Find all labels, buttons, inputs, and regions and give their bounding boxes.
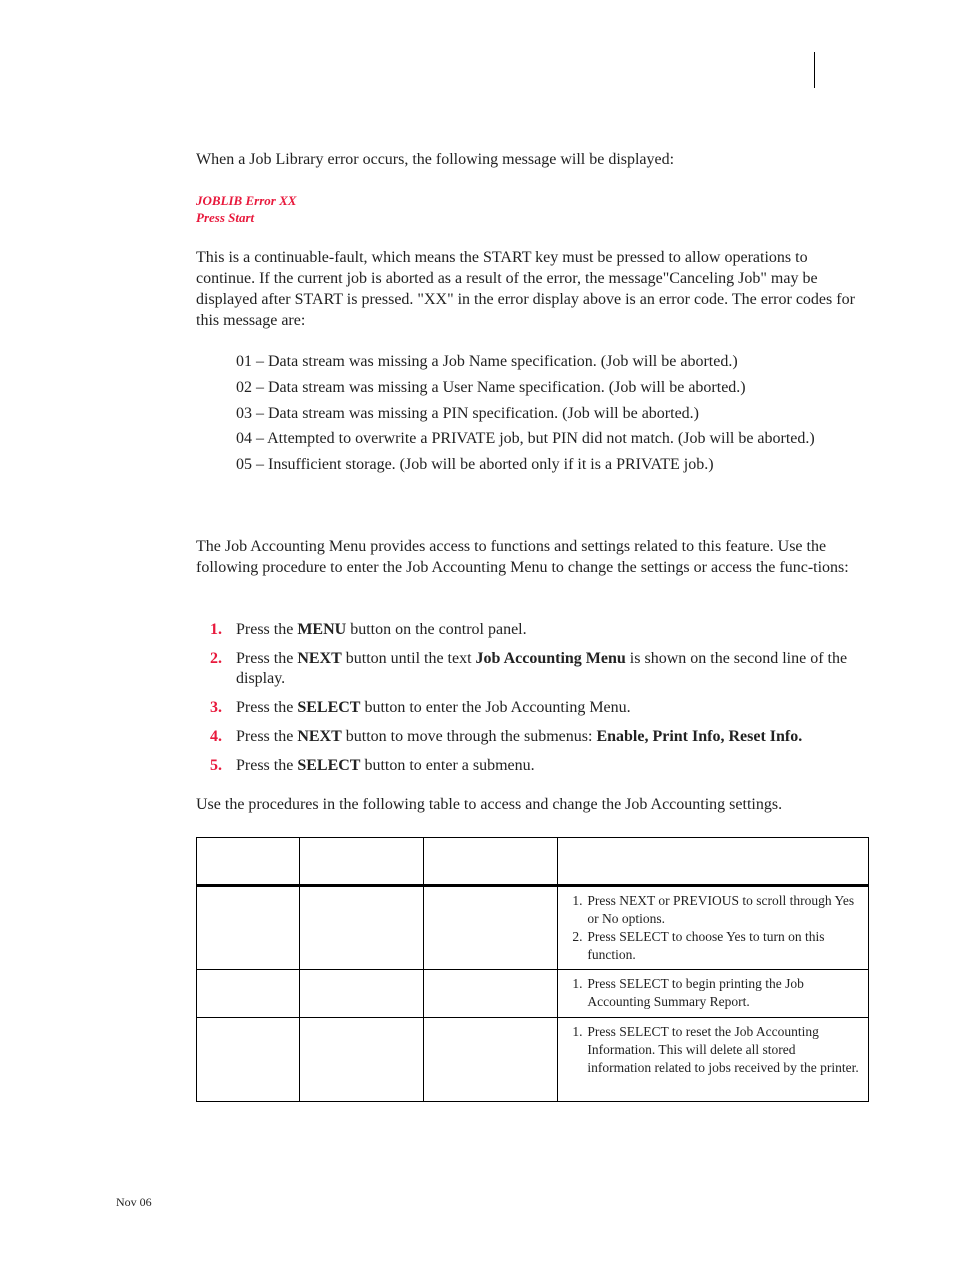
step-text: Press the: [236, 699, 298, 716]
table-row: [197, 970, 869, 1018]
procedure-cell: [558, 1018, 869, 1102]
step-item: [196, 727, 868, 747]
step-item: [196, 649, 868, 689]
step-text: button to enter the Job Accounting Menu.: [360, 699, 631, 716]
step-keyword: Enable, Print Info, Reset Info.: [596, 728, 803, 745]
step-number: 1.: [210, 621, 222, 638]
procedure-steps: [196, 620, 868, 785]
step-number: 3.: [210, 699, 222, 716]
table-cell: [423, 1018, 558, 1102]
table-header-cell: [423, 838, 558, 886]
procedure-step-number: 1.: [572, 1024, 583, 1039]
step-text: Press the: [236, 621, 298, 638]
step-keyword: SELECT: [297, 699, 361, 716]
step-keyword: NEXT: [297, 728, 342, 745]
procedure-step-text: Press SELECT to reset the Job Accounting Information. This will delete all stored information related to jobs received by the printer.: [587, 1024, 859, 1075]
error-message-line-1: JOBLIB Error XX: [196, 193, 297, 208]
error-code-item: 01 – Data stream was missing a Job Name specification. (Job will be aborted.): [236, 353, 738, 370]
step-item: [196, 756, 868, 776]
table-header-cell: [558, 838, 869, 886]
table-intro: Use the procedures in the following table to access and change the Job Accounting settings.: [196, 796, 783, 813]
procedure-step-text: Press SELECT to choose Yes to turn on this function.: [587, 929, 825, 962]
table-cell: [197, 1018, 300, 1102]
procedure-step: [572, 1023, 860, 1077]
step-text: Press the: [236, 650, 298, 667]
step-text: button until the text: [341, 650, 476, 667]
step-keyword: MENU: [297, 621, 347, 638]
table-header-cell: [299, 838, 423, 886]
step-text: Press the: [236, 728, 298, 745]
error-code-item: 05 – Insufficient storage. (Job will be aborted only if it is a PRIVATE job.): [236, 456, 714, 474]
error-code-list: [236, 351, 876, 480]
error-code-item: 04 – Attempted to overwrite a PRIVATE job, but PIN did not match. (Job will be aborted.): [236, 430, 815, 448]
table-cell: [299, 970, 423, 1018]
error-code-item: 02 – Data stream was missing a User Name specification. (Job will be aborted.): [236, 378, 746, 396]
step-keyword: NEXT: [297, 650, 342, 667]
procedure-cell: [558, 970, 869, 1018]
table-cell: [423, 970, 558, 1018]
job-accounting-table: [196, 837, 869, 1102]
table-cell: [299, 886, 423, 970]
margin-rule: [814, 52, 815, 88]
step-number: 2.: [210, 650, 222, 667]
step-text: is shown on the second line of the display.: [236, 650, 848, 687]
step-text: button to move through the submenus:: [341, 728, 597, 745]
procedure-step-text: Press SELECT to begin printing the Job Accounting Summary Report.: [587, 976, 804, 1009]
step-text: button to enter a submenu.: [360, 757, 535, 774]
error-code-item: 03 – Data stream was missing a PIN specification. (Job will be aborted.): [236, 404, 699, 422]
step-number: 4.: [210, 728, 222, 745]
table-header-row: [197, 838, 869, 886]
procedure-step: [572, 928, 860, 964]
step-keyword: SELECT: [297, 757, 361, 774]
table-cell: [423, 886, 558, 970]
procedure-step-number: 1.: [572, 976, 583, 991]
fault-paragraph: This is a continuable-fault, which means the START key must be pressed to allow operations to continue. If the current job is aborted as a result of the error, the message"Canceling Job" may be displayed after START is pressed. "XX" in the error display above is an error code. The error codes for this message are:: [196, 249, 855, 329]
step-keyword: Job Accounting Menu: [475, 650, 626, 667]
procedure-step-number: 2.: [572, 929, 583, 944]
table-header-cell: [197, 838, 300, 886]
accounting-paragraph: The Job Accounting Menu provides access to functions and settings related to this feature. Use the following procedure to enter the Job Accounting Menu to change the settings or access the func-tions:: [196, 538, 849, 576]
table-cell: [197, 970, 300, 1018]
step-number: 5.: [210, 757, 222, 774]
step-text: Press the: [236, 757, 298, 774]
table-row: [197, 1018, 869, 1102]
table-row: [197, 886, 869, 970]
table-cell: [299, 1018, 423, 1102]
procedure-step: [572, 975, 860, 1011]
procedure-cell: [558, 886, 869, 970]
step-item: [196, 620, 868, 640]
procedure-step-text: Press NEXT or PREVIOUS to scroll through Yes or No options.: [587, 893, 855, 926]
footer-date: Nov 06: [116, 1195, 152, 1209]
table-cell: [197, 886, 300, 970]
procedure-step-number: 1.: [572, 893, 583, 908]
step-item: [196, 698, 868, 718]
error-message-line-2: Press Start: [196, 210, 255, 225]
procedure-step: [572, 892, 860, 928]
intro-text: When a Job Library error occurs, the following message will be displayed:: [196, 151, 675, 168]
step-text: button on the control panel.: [346, 621, 527, 638]
